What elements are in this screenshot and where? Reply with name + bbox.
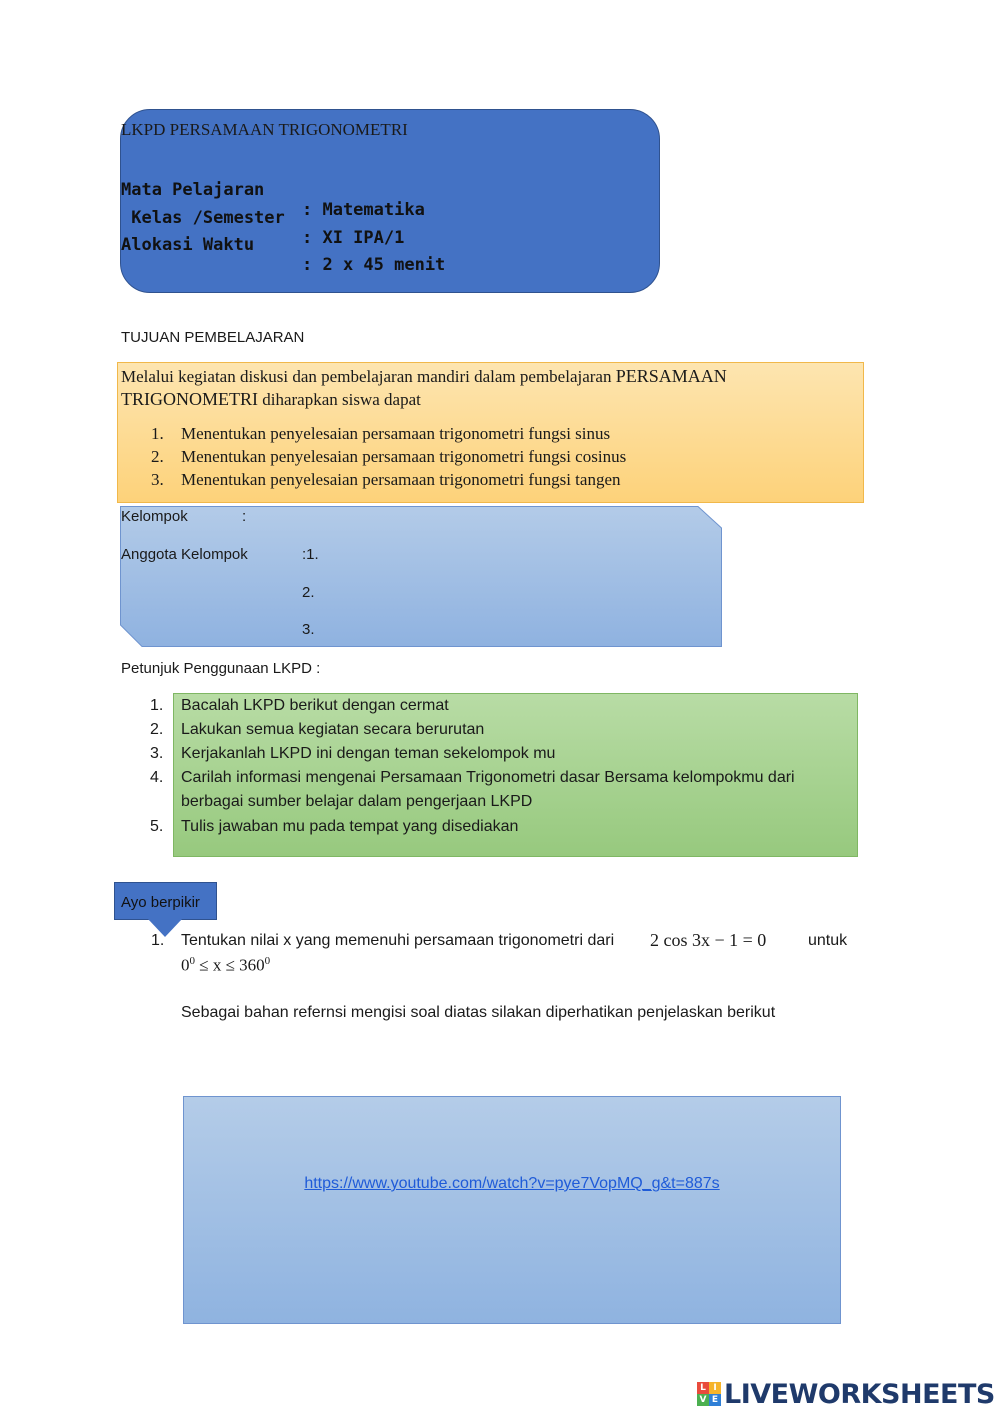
tujuan-intro: [121, 365, 821, 411]
range-start-sup: 0: [189, 955, 195, 967]
list-text: Menentukan penyelesaian persamaan trigonometri fungsi tangen: [181, 470, 621, 489]
petunjuk-item: [150, 742, 841, 766]
member-slot-3[interactable]: 3.: [302, 621, 315, 638]
question-equation: 2 cos 3x − 1 = 0: [650, 930, 767, 950]
header-label: Mata Pelajaran: [121, 180, 265, 200]
kelompok-colon: :: [242, 508, 247, 525]
youtube-link[interactable]: https://www.youtube.com/watch?v=pye7VopMQ_g&t=887s: [304, 1175, 720, 1192]
kelompok-label: Kelompok: [121, 508, 188, 525]
list-number: 4.: [150, 769, 164, 786]
range-start: 0: [181, 955, 190, 975]
anggota-label: Anggota Kelompok: [121, 546, 248, 563]
tujuan-heading: TUJUAN PEMBELAJARAN: [121, 329, 305, 346]
list-number: 1.: [150, 697, 164, 714]
list-text: Kerjakanlah LKPD ini dengan teman sekelompok mu: [181, 745, 556, 762]
list-text: Carilah informasi mengenai Persamaan Trigonometri dasar Bersama kelompokmu dari berbagai sumber belajar dalam pengerjaan LKPD: [181, 769, 795, 810]
reference-instruction: Sebagai bahan refernsi mengisi soal diatas silakan diperhatikan penjelaskan berikut: [181, 1004, 776, 1021]
liveworksheets-logo[interactable]: [697, 1376, 995, 1412]
list-number: 3.: [150, 745, 164, 762]
list-text: Tulis jawaban mu pada tempat yang disediakan: [181, 818, 519, 835]
logo-mark-letter: I: [709, 1382, 721, 1394]
list-number: 5.: [150, 818, 164, 835]
member-slot-1[interactable]: :1.: [302, 546, 319, 563]
question-untuk: untuk: [808, 932, 848, 949]
petunjuk-item: [150, 718, 841, 742]
kelompok-box: [120, 506, 722, 647]
logo-mark-letter: V: [697, 1394, 709, 1406]
question-number: 1.: [151, 932, 165, 949]
list-text: Menentukan penyelesaian persamaan trigonometri fungsi cosinus: [181, 447, 627, 466]
tujuan-intro-a: Melalui kegiatan diskusi dan pembelajaran mandiri dalam pembelajaran: [121, 367, 616, 386]
list-number: 2.: [151, 447, 164, 466]
header-value: : 2 x 45 menit: [302, 255, 446, 275]
question-text: Tentukan nilai x yang memenuhi persamaan trigonometri dari: [181, 932, 615, 949]
list-text: Bacalah LKPD berikut dengan cermat: [181, 697, 449, 714]
question-range: [181, 955, 270, 976]
ayo-berpikir-label: Ayo berpikir: [121, 894, 200, 911]
petunjuk-heading: Petunjuk Penggunaan LKPD :: [121, 660, 321, 677]
logo-mark-letter: L: [697, 1382, 709, 1394]
petunjuk-item: [150, 815, 841, 839]
list-number: 3.: [151, 470, 164, 489]
header-label: Alokasi Waktu: [121, 235, 255, 255]
logo-wordmark: LIVEWORKSHEETS: [724, 1378, 995, 1410]
petunjuk-item: [150, 766, 841, 814]
logo-mark-icon: [697, 1382, 721, 1406]
logo-mark-letter: E: [709, 1394, 721, 1406]
petunjuk-item: [150, 694, 841, 718]
member-slot-2[interactable]: 2.: [302, 584, 315, 601]
list-text: Lakukan semua kegiatan secara berurutan: [181, 721, 485, 738]
list-number: 1.: [151, 424, 164, 443]
list-number: 2.: [150, 721, 164, 738]
header-label: Kelas /Semester: [121, 208, 285, 228]
range-mid: ≤ x ≤ 360: [195, 955, 265, 975]
tujuan-intro-b: PERSAMAAN TRIGONOMETRI: [121, 366, 727, 409]
header-value: : Matematika: [302, 200, 425, 220]
range-end-sup: 0: [264, 955, 271, 967]
header-value: : XI IPA/1: [302, 228, 405, 248]
list-text: Menentukan penyelesaian persamaan trigonometri fungsi sinus: [181, 424, 611, 443]
video-link-box: [183, 1096, 841, 1324]
tujuan-intro-c: diharapkan siswa dapat: [258, 390, 421, 409]
worksheet-title: LKPD PERSAMAAN TRIGONOMETRI: [121, 120, 408, 139]
